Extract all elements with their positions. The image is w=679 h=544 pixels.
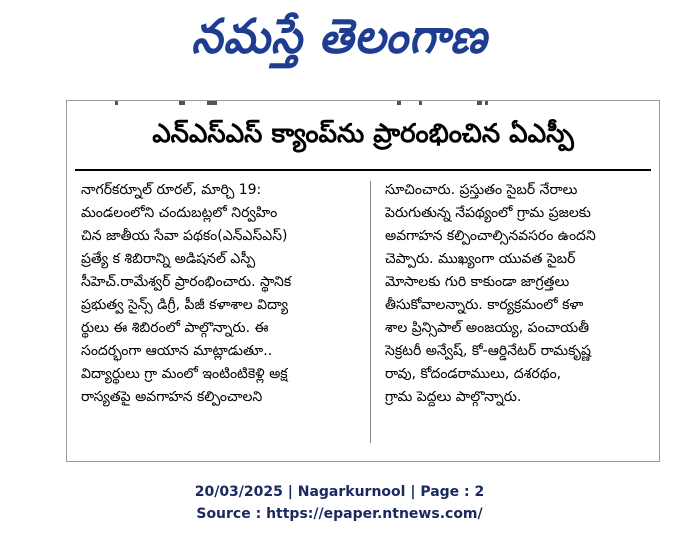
article-line: ప్రత్యే క శిబిరాన్ని అడిషనల్ ఎస్పీ xyxy=(81,251,256,267)
article-line: మండలంలోని చందుబట్లలో నిర్వహిం xyxy=(81,205,278,221)
article-line: మోసాలకు గురి కాకుండా జాగ్రత్తలు xyxy=(385,274,570,290)
article-column-left xyxy=(81,179,361,409)
article-line: సందర్భంగా ఆయాన మాట్లాడుతూ.. xyxy=(81,343,273,359)
article-line: చిన జాతీయ సేవా పథకం(ఎన్ఎస్ఎస్) xyxy=(81,228,288,244)
article-line: విద్యార్థులు గ్రా మంలో ఇంటింటికెళ్లి అక్ష xyxy=(81,366,288,382)
article-line: ర్థులు ఈ శిబిరంలో పాల్గొన్నారు. ఈ xyxy=(81,320,269,336)
article-column-right xyxy=(385,179,651,409)
clipping-top-edge xyxy=(67,101,659,107)
article-line: అవగాహన కల్పించాల్సినవసరం ఉందని xyxy=(385,228,596,244)
article-line: పెరుగుతున్న నేపథ్యంలో గ్రామ ప్రజలకు xyxy=(385,205,591,221)
article-line: శాల ప్రిన్సిపాల్ అంజయ్య, పంచాయతీ xyxy=(385,320,590,336)
article-line: నాగర్‌కర్నూల్ రూరల్, మార్చి 19: xyxy=(81,182,262,198)
masthead xyxy=(0,8,679,78)
news-clipping xyxy=(66,100,660,462)
source-link[interactable]: Source : https://epaper.ntnews.com/ xyxy=(196,506,483,522)
article-line: తీసుకోవాలన్నారు. కార్యక్రమంలో కళా xyxy=(385,297,584,313)
article-line: సెక్రటరీ అన్వేష్, కో-ఆర్డినేటర్ రామకృష్ణ xyxy=(385,343,591,359)
headline-rule xyxy=(75,169,651,171)
newspaper-logo: నమస్తే తెలంగాణ xyxy=(191,9,488,65)
edition-info: 20/03/2025 | Nagarkurnool | Page : 2 xyxy=(194,484,485,500)
article-line: చెప్పారు. ముఖ్యంగా యువత సైబర్ xyxy=(385,251,576,267)
article-headline: ఎన్ఎస్ఎస్ క్యాంప్‌ను ప్రారంభించిన ఏఎస్పీ xyxy=(152,119,574,149)
article-line: గ్రామ పెద్దలు పాల్గొన్నారు. xyxy=(385,389,522,405)
article-line: రావు, కోదండరాములు, దశరథం, xyxy=(385,366,562,382)
column-divider xyxy=(370,181,371,443)
article-line: సూచించారు. ప్రస్తుతం సైబర్ నేరాలు xyxy=(385,182,578,198)
article-line: ప్రభుత్వ సైన్స్ డిగ్రీ, పీజీ కళాశాల విద్యా xyxy=(81,297,289,313)
article-line: రాస్యతపై అవగాహన కల్పించాలని xyxy=(81,389,263,405)
article-line: సీహెచ్.రామేశ్వర్ ప్రారంభించారు. స్థానిక xyxy=(81,274,292,290)
